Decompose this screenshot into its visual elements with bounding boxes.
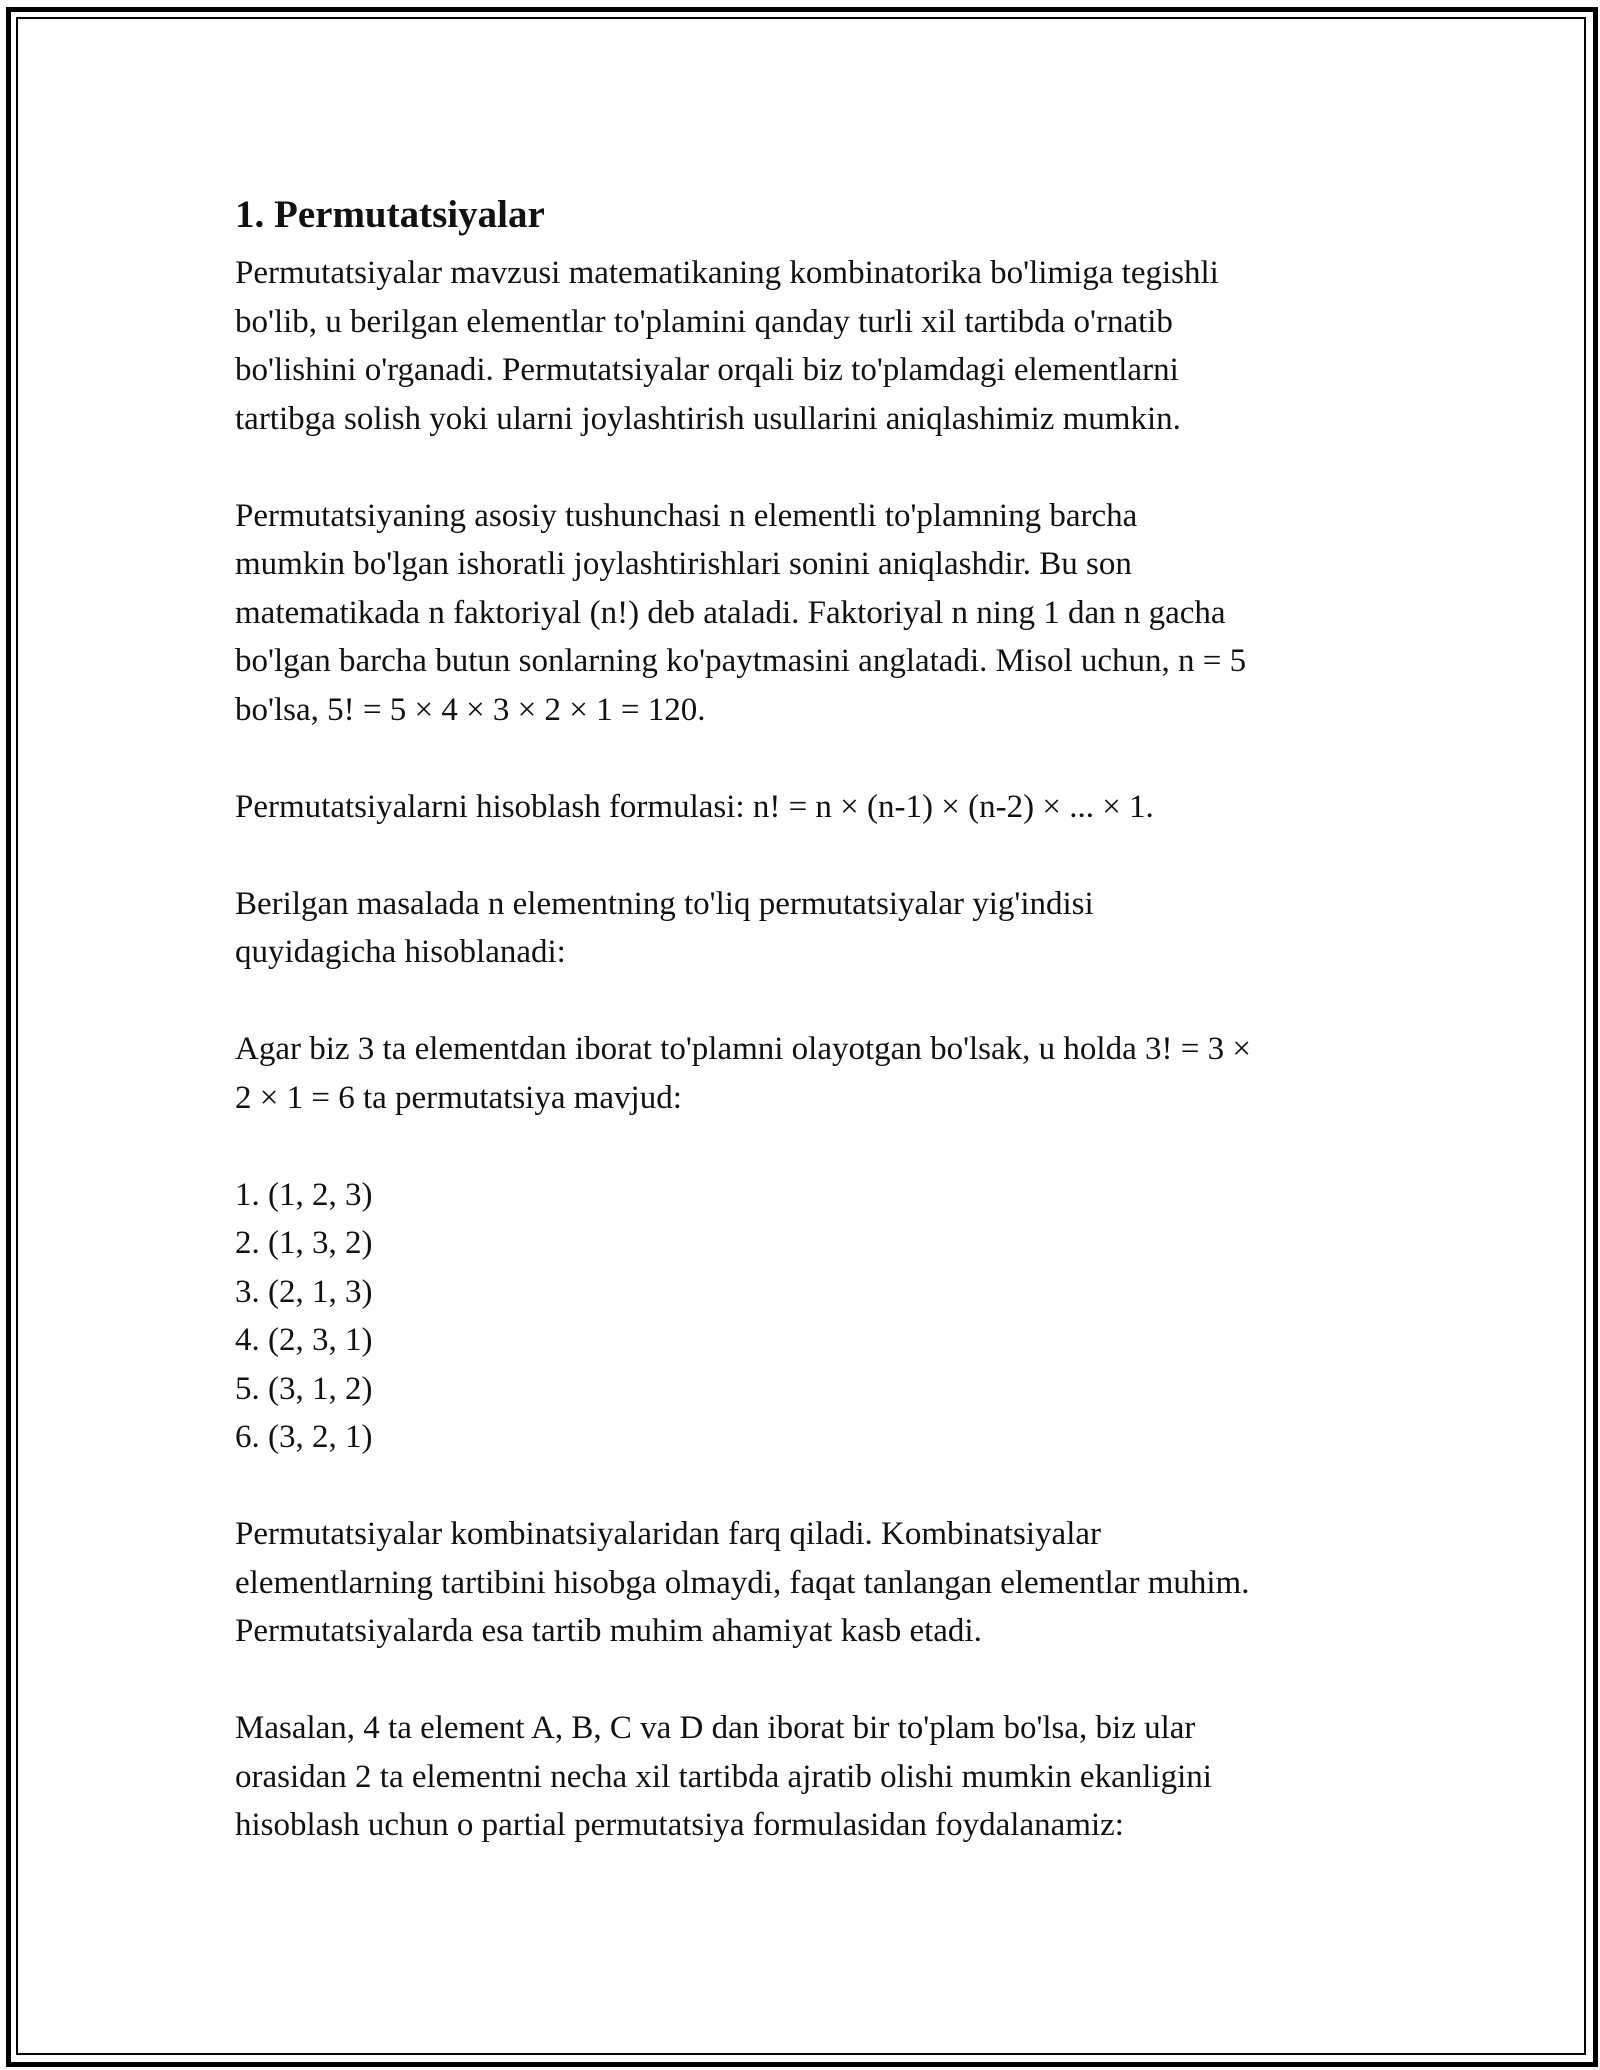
permutation-list <box>235 1171 1375 1462</box>
list-item: 6. (3, 2, 1) <box>235 1419 373 1455</box>
list-item: 4. (2, 3, 1) <box>235 1322 373 1358</box>
list-item: 3. (2, 1, 3) <box>235 1273 373 1310</box>
paragraph-full-permutations: Berilgan masalada n elementning to'liq permutatsiyalar yig'indisi quyidagicha hisoblanadi: <box>235 885 1094 970</box>
list-item: 5. (3, 1, 2) <box>235 1370 373 1407</box>
document-body <box>235 185 1375 1898</box>
list-item: 1. (1, 2, 3) <box>235 1176 373 1213</box>
section-heading: 1. Permutatsiyalar <box>235 193 545 236</box>
paragraph-partial-permutation-example: Masalan, 4 ta element A, B, C va D dan iborat bir to'plam bo'lsa, biz ular orasidan 2 ta elementni necha xil tartibda ajratib olishi mumkin ekanligini hisoblash uchun o partial permutatsiya formulasidan foydalanamiz: <box>235 1710 1212 1843</box>
paragraph-three-elements: Agar biz 3 ta elementdan iborat to'plamni olayotgan bo'lsak, u holda 3! = 3 × 2 × 1 = 6 ta permutatsiya mavjud: <box>235 1031 1251 1116</box>
paragraph-combinations-difference: Permutatsiyalar kombinatsiyalaridan farq qiladi. Kombinatsiyalar elementlarning tartibini hisobga olmaydi, faqat tanlangan elementlar muhim. Permutatsiyalarda esa tartib muhim ahamiyat kasb etadi. <box>235 1516 1250 1649</box>
list-item: 2. (1, 3, 2) <box>235 1225 373 1261</box>
paragraph-factorial-concept: Permutatsiyaning asosiy tushunchasi n elementli to'plamning barcha mumkin bo'lgan ishoratli joylashtirishlari sonini aniqlashdir. Bu son matematikada n faktoriyal (n!) deb ataladi. Faktoriyal n ning 1 dan n gacha bo'lgan barcha butun sonlarning ko'paytmasini anglatadi. Misol uchun, n = 5 bo'lsa, 5! = 5 × 4 × 3 × 2 × 1 = 120. <box>235 497 1247 728</box>
paragraph-formula: Permutatsiyalarni hisoblash formulasi: n! = n × (n-1) × (n-2) × ... × 1. <box>235 788 1154 825</box>
paragraph-intro: Permutatsiyalar mavzusi matematikaning kombinatorika bo'limiga tegishli bo'lib, u berilgan elementlar to'plamini qanday turli xil tartibda o'rnatib bo'lishini o'rganadi. Permutatsiyalar orqali biz to'plamdagi elementlarni tartibga solish yoki ularni joylashtirish usullarini aniqlashimiz mumkin. <box>235 255 1219 437</box>
